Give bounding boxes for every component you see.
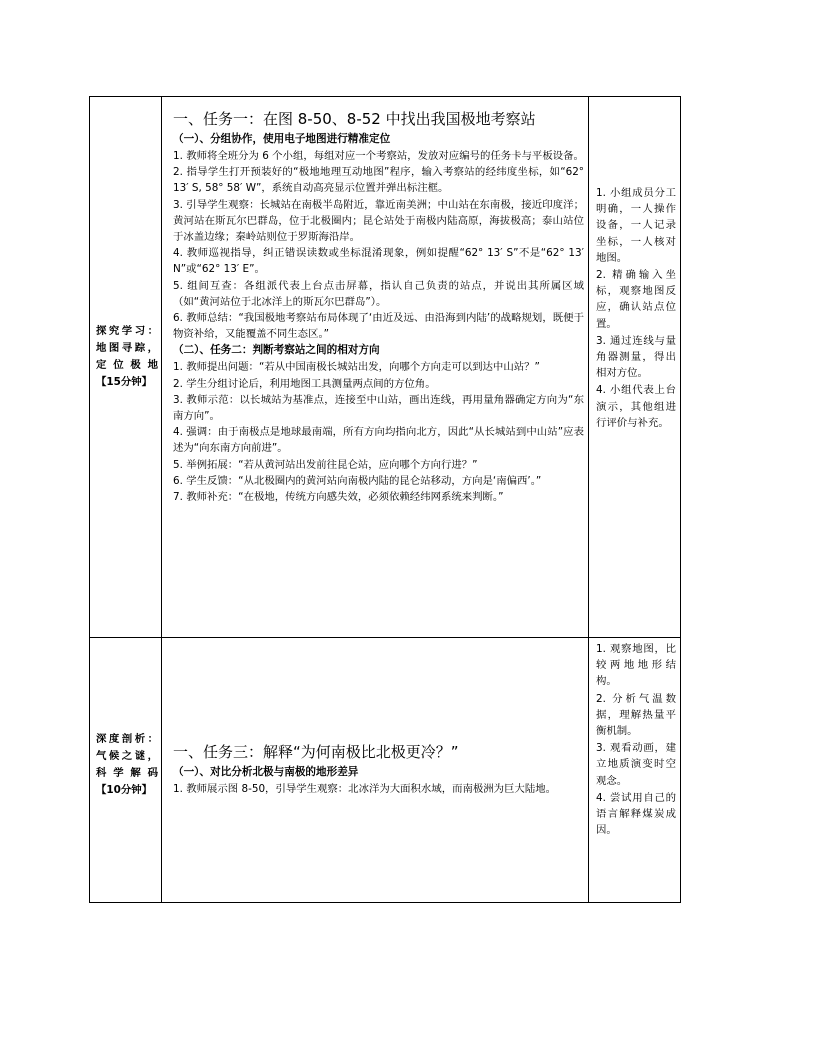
activity-item: 4. 小组代表上台演示，其他组进行评价与补充。 [596,384,676,429]
process-cell [162,97,589,638]
section-heading: （一）、分组协作，使用电子地图进行精准定位 [173,133,391,145]
activity-cell [589,97,681,638]
section-heading: （二）、任务二：判断考察站之间的相对方向 [173,344,380,357]
list-item: 4. 教师巡视指导，纠正错误读数或坐标混淆现象，例如提醒“62° 13′ S”不是“62° 13′ N”或“62° 13′ E”。 [173,247,584,276]
list-item: 1. 教师展示图 8-50，引导学生观察：北冰洋为大面积水域，而南极洲为巨大陆地。 [173,783,556,795]
list-item: 3. 教师示范：以长城站为基准点，连接至中山站，画出连线，再用量角器确定方向为“东南方向”。 [173,393,584,423]
list-item: 5. 组间互查：各组派代表上台点击屏幕，指认自己负责的站点，并说出其所属区域（如“黄河站位于北冰洋上的斯瓦尔巴群岛”）。 [173,279,584,308]
table-row [90,97,681,638]
task-title: 一、任务一：在图 8-50、8-52 中找出我国极地考察站 [173,110,536,128]
activity-item: 3. 通过连线与量角器测量，得出相对方位。 [596,334,676,380]
stage-label: 探究学习：地图寻踪，定位极地【15分钟】 [96,325,158,388]
task-title: 一、任务三：解释“为何南极比北极更冷？” [173,743,459,761]
activity-item: 4. 尝试用自己的语言解释煤炭成因。 [596,791,676,837]
list-item: 2. 学生分组讨论后，利用地图工具测量两点间的方位角。 [173,377,436,390]
table-row [90,638,681,903]
list-item: 7. 教师补充：“在极地，传统方向感失效，必须依赖经纬网系统来判断。” [173,491,504,504]
activity-item: 3. 观看动画，建立地质演变时空观念。 [596,742,676,787]
activity-item: 1. 观察地图，比较两地地形结构。 [596,643,676,688]
activity-item: 2. 分析气温数据，理解热量平衡机制。 [596,692,676,738]
stage-label: 深度剖析：气候之谜，科学解码【10分钟】 [96,733,158,796]
list-item: 6. 教师总结：“我国极地考察站布局体现了‘由近及远、由沿海到内陆’的战略规划，既便于物资补给，又能覆盖不同生态区。” [173,312,584,341]
activity-cell [589,638,681,903]
section-heading: （一）、对比分析北极与南极的地形差异 [173,766,359,778]
list-item: 1. 教师将全班分为 6 个小组，每组对应一个考察站，发放对应编号的任务卡与平板设备。 [173,150,584,162]
lesson-plan-table [89,96,681,903]
activity-item: 2. 精确输入坐标，观察地图反应，确认站点位置。 [596,269,676,330]
stage-cell [90,638,162,903]
list-item: 6. 学生反馈：“从北极圈内的黄河站向南极内陆的昆仑站移动，方向是‘南偏西’。” [173,474,542,487]
process-cell [162,638,589,903]
list-item: 2. 指导学生打开预装好的“极地地理互动地图”程序，输入考察站的经纬度坐标，如“62° 13′ S, 58° 58′ W”，系统自动高亮显示位置并弹出标注框。 [173,166,584,195]
list-item: 1. 教师提出问题：“若从中国南极长城站出发，向哪个方向走可以到达中山站？” [173,361,540,374]
list-item: 4. 强调：由于南极点是地球最南端，所有方向均指向北方，因此“从长城站到中山站”应表述为“向东南方向前进”。 [173,426,584,455]
activity-item: 1. 小组成员分工明确，一人操作设备，一人记录坐标，一人核对地图。 [596,187,676,264]
list-item: 5. 举例拓展：“若从黄河站出发前往昆仑站，应向哪个方向行进？” [173,458,478,471]
stage-cell [90,97,162,638]
list-item: 3. 引导学生观察：长城站在南极半岛附近，靠近南美洲；中山站在东南极，接近印度洋；黄河站在斯瓦尔巴群岛，位于北极圈内；昆仑站处于南极内陆高原，海拔极高；泰山站位于冰盖边缘；秦岭站则位于罗斯海沿岸。 [173,198,584,244]
